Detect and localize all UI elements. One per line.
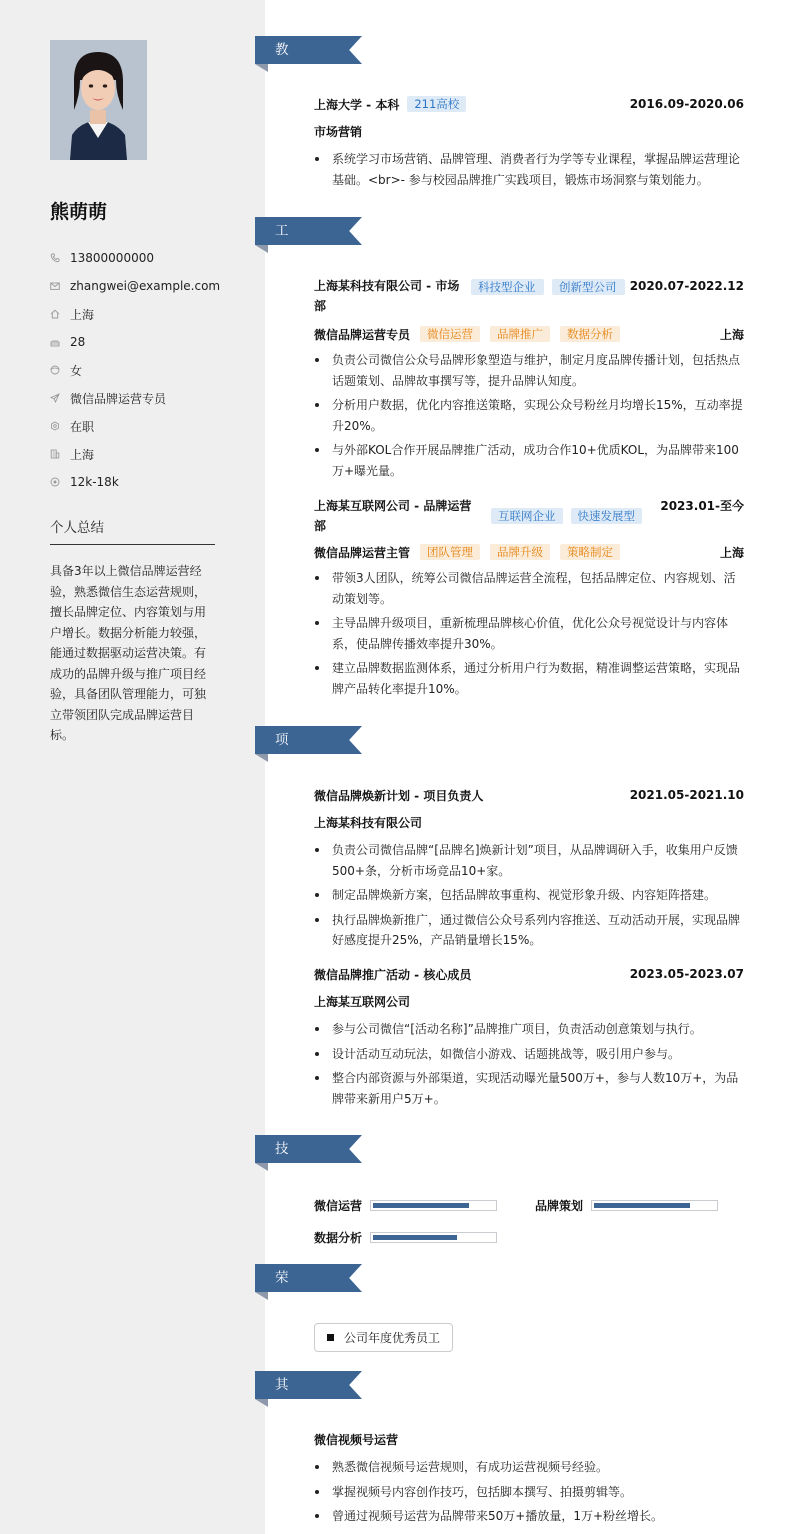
skill-bar	[591, 1200, 718, 1211]
info-status: 在职	[50, 412, 220, 440]
project-date: 2021.05-2021.10	[629, 788, 744, 802]
company-name: 上海某互联网公司 - 品牌运营 部	[314, 499, 472, 533]
mail-icon	[50, 281, 60, 291]
list-item: 熟悉微信视频号运营规则，有成功运营视频号经验。	[314, 1457, 744, 1478]
education-date: 2016.09-2020.06	[629, 97, 744, 111]
avatar-portrait	[50, 40, 147, 160]
skill-tag: 微信运营	[420, 326, 480, 342]
education-entry	[314, 94, 744, 190]
list-item: 整合内部资源与外部渠道，实现活动曝光量500万+，参与人数10万+，为品牌带来新用户5万+。	[314, 1068, 744, 1109]
work-city: 上海	[719, 327, 744, 342]
info-gender: 女	[50, 356, 220, 384]
list-item: 参与公司微信“[活动名称]”品牌推广项目，负责活动创意策划与执行。	[314, 1019, 744, 1040]
skill-tag: 团队管理	[420, 544, 480, 560]
list-item: 制定品牌焕新方案，包括品牌故事重构、视觉形象升级、内容矩阵搭建。	[314, 885, 744, 906]
skill-item: 微信运营	[314, 1197, 497, 1214]
main-content: 教育经历 上海大学 - 本科 211高校 2016.09-2020.06 市场营销 系统学习市场营销、品牌管理、消费者行为学等专业课程，掌握品牌运营理论基础。<br>- 参与校园品牌推广实践项目，锻炼市场洞察与策划能力。 工作经历 上海某科技有限公司 - 市场 部 科技型企业 创新型公司 2020.07-2022.12 微信品牌运营专员 微信运营 品牌推广 数据分析 上海 负责公司微信公众号品牌形象塑造与维护，制定月度品牌传播计划，包括热点话题策划、品牌故事撰写等，提升品牌认知度。 分析用户数据，优化内容推送策略，实现公众号粉丝月均增长15%，互动率提升20%。 与外部KOL合作开展品牌推广活动，成功合作10+优质KOL，为品牌带来100万+曝光量。 上海某互联网公司 - 品牌运营 部 互联网企业 快速发展型 2023.01-至今 微信品牌运营主管 团队管理 品牌升级 策略制定 上海 带领3人团队，统筹公司微信品牌运营全流程，包括品牌定位、内容规划、活动策划等。 主导品牌升级项目，重新梳理品牌核心价值，优化公众号视觉设计与内容体系，使品牌传播效率提升30%。 建立品牌数据监测体系，通过分析用户行为数据，精准调整运营策略，实现品牌产品转化率提升10%。 项目经历 微信品牌焕新计划 - 项目负责人 2021.05-2021.10 上海某科技有限公司 负责公司微信品牌“[品牌名]焕新计划”项目，从品牌调研入手，收集用户反馈500+条，分析市场竞品10+家。 制定品牌焕新方案，包括品牌故事重构、视觉形象升级、内容矩阵搭建。 执行品牌焕新推广，通过微信公众号系列内容推送、互动活动开展，实现品牌好感度提升25%，产品销量增长15%。 微信品牌推广活动 - 核心成员 2023.05-2023.07 上海某互联网公司 参与公司微信“[活动名称]”品牌推广项目，负责活动创意策划与执行。 设计活动互动玩法，如微信小游戏、话题挑战等，吸引用户参与。 整合内部资源与外部渠道，实现活动曝光量500万+，参与人数10万+，为品牌带来新用户5万+。 技能专长 微信运营 品牌策划 数据分析 荣誉奖项 公司年度优秀员工 其他信息 微信视频号运营 熟悉微信视频号运营规则，有成功运营视频号经验。 掌握视频号内容创作技巧，包括脚本撰写、拍摄剪辑等。 曾通过视频号运营为品牌带来50万+播放量，1万+粉丝增长。	[265, 0, 794, 1534]
major: 市场营销	[314, 125, 363, 139]
school-tag: 211高校	[407, 96, 466, 112]
work-entry	[314, 276, 744, 481]
education-bullets	[314, 149, 744, 190]
work-bullets	[314, 568, 744, 699]
skill-bar	[370, 1200, 497, 1211]
info-phone: 13800000000	[50, 244, 220, 272]
list-item: 执行品牌焕新推广，通过微信公众号系列内容推送、互动活动开展，实现品牌好感度提升25%，产品销量增长15%。	[314, 910, 744, 951]
work-city: 上海	[719, 545, 744, 560]
building-icon	[50, 449, 60, 459]
work-entry	[314, 496, 744, 699]
skill-bar-fill	[373, 1203, 469, 1208]
info-city: 上海	[50, 440, 220, 468]
summary-title: 个人总结	[50, 516, 215, 545]
skill-tag: 品牌升级	[490, 544, 550, 560]
award-badge: 公司年度优秀员工	[314, 1323, 453, 1352]
skill-bar	[370, 1232, 497, 1243]
home-icon	[50, 309, 60, 319]
project-company: 上海某科技有限公司	[314, 816, 423, 830]
candidate-name: 熊萌萌	[50, 201, 108, 223]
list-item: 与外部KOL合作开展品牌推广活动，成功合作10+优质KOL，为品牌带来100万+曝光量。	[314, 440, 744, 481]
age-icon	[50, 337, 60, 347]
list-item: 掌握视频号内容创作技巧，包括脚本撰写、拍摄剪辑等。	[314, 1482, 744, 1503]
company-tag: 创新型公司	[552, 279, 625, 295]
list-item: 主导品牌升级项目，重新梳理品牌核心价值，优化公众号视觉设计与内容体系，使品牌传播效率提升30%。	[314, 613, 744, 654]
salary-icon	[50, 477, 60, 487]
project-bullets	[314, 1019, 744, 1109]
phone-icon	[50, 253, 60, 263]
project-company: 上海某互联网公司	[314, 995, 411, 1009]
info-email: zhangwei@example.com	[50, 272, 220, 300]
info-age: 28	[50, 328, 220, 356]
other-entry	[314, 1430, 744, 1527]
project-entry	[314, 785, 744, 951]
skill-item: 品牌策划	[535, 1197, 718, 1214]
list-item: 负责公司微信品牌“[品牌名]焕新计划”项目，从品牌调研入手，收集用户反馈500+条，分析市场竞品10+家。	[314, 840, 744, 881]
company-tag: 互联网企业	[491, 508, 563, 524]
square-bullet-icon	[327, 1334, 334, 1341]
project-entry	[314, 964, 744, 1109]
gender-icon	[50, 365, 60, 375]
send-icon	[50, 393, 60, 403]
skill-bar-fill	[373, 1235, 457, 1240]
project-bullets	[314, 840, 744, 951]
summary-text: 具备3年以上微信品牌运营经验，熟悉微信生态运营规则，擅长品牌定位、内容策划与用户增长。数据分析能力较强，能通过数据驱动运营决策。有成功的品牌升级与推广项目经验，具备团队管理能力，可独立带领团队完成品牌运营目标。	[50, 564, 207, 742]
work-date: 2020.07-2022.12	[629, 279, 744, 293]
info-position: 微信品牌运营专员	[50, 384, 220, 412]
other-title: 微信视频号运营	[314, 1433, 399, 1447]
info-location: 上海	[50, 300, 220, 328]
skill-bar-fill	[594, 1203, 690, 1208]
profile-photo	[50, 40, 147, 160]
contact-info-list	[50, 244, 220, 496]
list-item: 分析用户数据，优化内容推送策略，实现公众号粉丝月均增长15%，互动率提升20%。	[314, 395, 744, 436]
other-bullets	[314, 1457, 744, 1527]
skill-tag: 品牌推广	[490, 326, 550, 342]
list-item: 建立品牌数据监测体系，通过分析用户行为数据，精准调整运营策略，实现品牌产品转化率提升10%。	[314, 658, 744, 699]
job-title: 微信品牌运营专员	[314, 327, 411, 342]
list-item: 曾通过视频号运营为品牌带来50万+播放量，1万+粉丝增长。	[314, 1506, 744, 1527]
list-item: 设计活动互动玩法，如微信小游戏、话题挑战等，吸引用户参与。	[314, 1044, 744, 1065]
company-tag: 科技型企业	[471, 279, 544, 295]
company-name: 上海某科技有限公司 - 市场 部	[314, 279, 460, 313]
list-item: 负责公司微信公众号品牌形象塑造与维护，制定月度品牌传播计划，包括热点话题策划、品牌故事撰写等，提升品牌认知度。	[314, 350, 744, 391]
list-item: 带领3人团队，统筹公司微信品牌运营全流程，包括品牌定位、内容规划、活动策划等。	[314, 568, 744, 609]
skill-tag: 策略制定	[560, 544, 620, 560]
skill-item: 数据分析	[314, 1229, 497, 1246]
work-date: 2023.01-至今	[660, 499, 744, 513]
list-item: 系统学习市场营销、品牌管理、消费者行为学等专业课程，掌握品牌运营理论基础。<br>- 参与校园品牌推广实践项目，锻炼市场洞察与策划能力。	[314, 149, 744, 190]
school-name: 上海大学 - 本科	[314, 97, 400, 112]
project-name: 微信品牌推广活动 - 核心成员	[314, 967, 472, 982]
project-name: 微信品牌焕新计划 - 项目负责人	[314, 788, 484, 803]
info-salary: 12k-18k	[50, 468, 220, 496]
company-tag: 快速发展型	[571, 508, 643, 524]
status-icon	[50, 421, 60, 431]
project-date: 2023.05-2023.07	[629, 967, 744, 981]
skill-tag: 数据分析	[560, 326, 620, 342]
sidebar	[0, 0, 265, 1534]
work-bullets	[314, 350, 744, 481]
job-title: 微信品牌运营主管	[314, 545, 411, 560]
